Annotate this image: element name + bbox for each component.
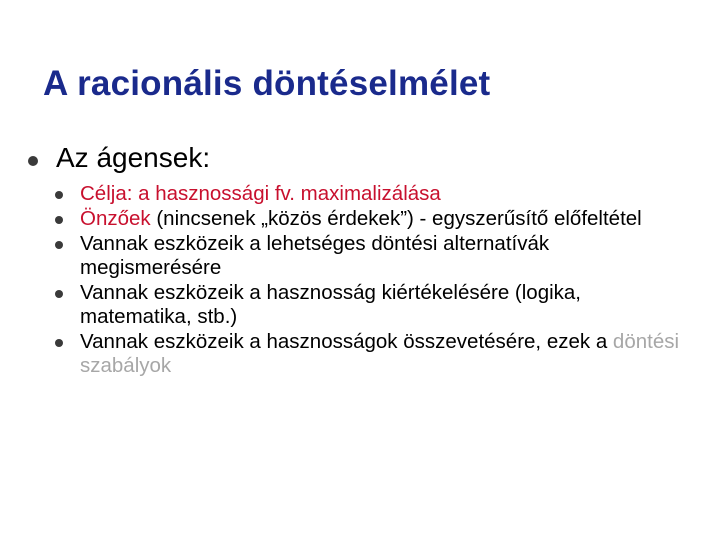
sub-item-goal [55, 182, 698, 206]
sub-item-text [80, 330, 680, 378]
bullet-list [28, 142, 698, 379]
list-item-label: Az ágensek: [56, 142, 211, 173]
bullet-icon [28, 156, 38, 166]
emphasis-text: Önzőek [80, 207, 151, 230]
sub-item-main-text: Vannak eszközeik a hasznosságok összevetésére, ezek a [80, 330, 613, 353]
sub-item-text [80, 207, 680, 231]
sub-bullet-list [55, 182, 698, 378]
sub-item-text: Vannak eszközeik a hasznosság kiértékelésére (logika, matematika, stb.) [80, 281, 581, 328]
bullet-icon [55, 216, 63, 224]
sub-item-alternatives [55, 232, 698, 280]
sub-item-text: Célja: a hasznossági fv. maximalizálása [80, 182, 441, 205]
sub-item-comparison [55, 330, 698, 378]
decision-rules-text: döntési szabályok [80, 330, 680, 377]
sub-item-selfish [55, 207, 698, 231]
bullet-icon [55, 290, 63, 298]
list-item-agents [28, 142, 698, 174]
slide-title: A racionális döntéselmélet [43, 64, 491, 103]
bullet-icon [55, 339, 63, 347]
sub-item-text: Vannak eszközeik a lehetséges döntési alternatívák megismerésére [80, 232, 550, 279]
bullet-icon [55, 241, 63, 249]
sub-item-evaluation [55, 281, 698, 329]
bullet-icon [55, 191, 63, 199]
sub-item-rest-text: (nincsenek „közös érdekek”) - egyszerűsítő előfeltétel [150, 207, 642, 230]
